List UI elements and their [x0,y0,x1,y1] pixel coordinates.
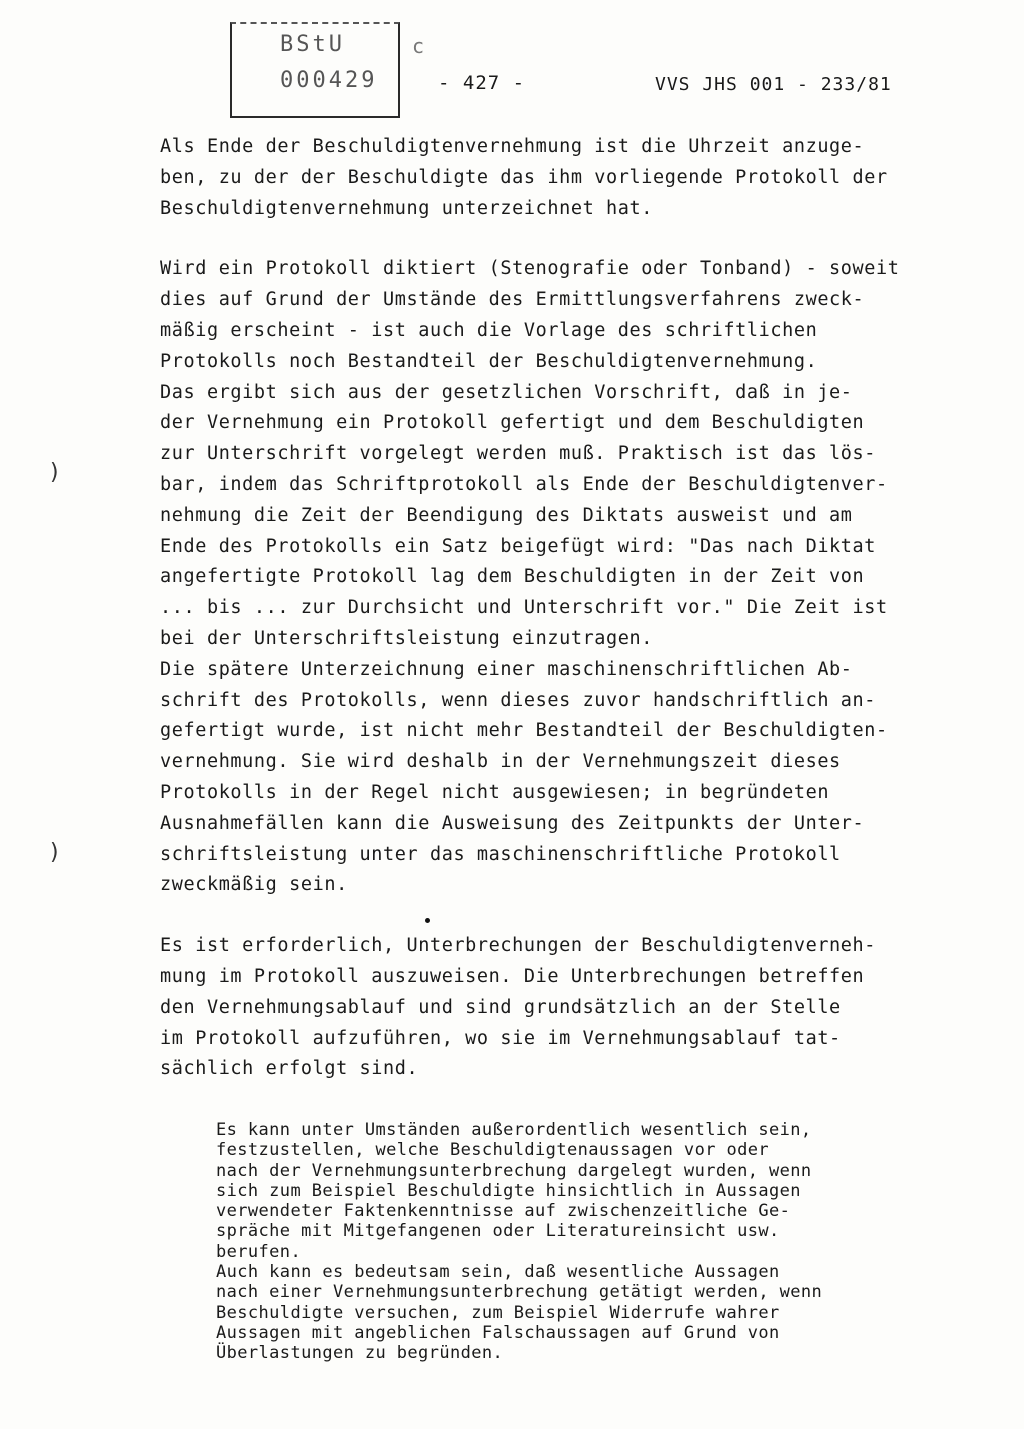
text-line: der Vernehmung ein Protokoll gefertigt und dem Beschuldigten [160,412,865,434]
text-line: Beschuldigte versuchen, zum Beispiel Widerrufe wahrer [216,1302,780,1323]
text-line: bar, indem das Schriftprotokoll als Ende der Beschuldigtenver- [160,473,888,495]
text-line: Ende des Protokolls ein Satz beigefügt wird: "Das nach Diktat [160,535,877,557]
text-line: zweckmäßig sein. [160,874,348,896]
text-line: gefertigt wurde, ist nicht mehr Bestandteil der Beschuldigten- [160,720,888,742]
text-line: den Vernehmungsablauf und sind grundsätzlich an der Stelle [160,996,841,1018]
text-line: schrift des Protokolls, wenn dieses zuvor handschriftlich an- [160,689,877,711]
stamp-number: 000429 [280,68,378,93]
page-number: - 427 - [438,72,526,94]
text-line: nach einer Vernehmungsunterbrechung getätigt werden, wenn [216,1282,823,1303]
text-line: bei der Unterschriftsleistung einzutragen. [160,627,653,649]
text-line: nach der Vernehmungsunterbrechung dargelegt wurden, wenn [216,1160,812,1181]
text-line: schriftsleistung unter das maschinenschriftliche Protokoll [160,843,841,865]
text-line: mäßig erscheint - ist auch die Vorlage des schriftlichen [160,319,818,341]
margin-punch-mark: ) [48,840,62,865]
text-line: ben, zu der der Beschuldigte das ihm vorliegende Protokoll der [160,166,888,188]
paragraph-1 [160,132,980,224]
margin-punch-mark: ) [48,460,62,485]
text-line: sächlich erfolgt sind. [160,1058,419,1080]
text-line: Es kann unter Umständen außerordentlich wesentlich sein, [216,1120,812,1140]
text-line: nehmung die Zeit der Beendigung des Diktats ausweist und am [160,504,853,526]
text-line: Protokolls in der Regel nicht ausgewiesen; in begründeten [160,781,830,803]
text-line: festzustellen, welche Beschuldigtenaussagen vor oder [216,1140,770,1161]
text-line: Es ist erforderlich, Unterbrechungen der Beschuldigtenverneh- [160,935,877,957]
text-line: ... bis ... zur Durchsicht und Unterschrift vor." Die Zeit ist [160,597,888,619]
indented-block [216,1120,956,1364]
text-line: sich zum Beispiel Beschuldigte hinsichtlich in Aussagen [216,1180,801,1201]
text-line: zur Unterschrift vorgelegt werden muß. Praktisch ist das lös- [160,443,877,465]
text-line: Beschuldigtenvernehmung unterzeichnet hat. [160,197,653,219]
archive-stamp [230,22,400,118]
text-line: Auch kann es bedeutsam sein, daß wesentliche Aussagen [216,1262,780,1283]
text-line: dies auf Grund der Umstände des Ermittlungsverfahrens zweck- [160,289,865,311]
text-line: spräche mit Mitgefangenen oder Literatureinsicht usw. [216,1221,780,1242]
text-line: Überlastungen zu begründen. [216,1343,504,1364]
text-line: Ausnahmefällen kann die Ausweisung des Zeitpunkts der Unter- [160,812,865,834]
text-line: verwendeter Faktenkenntnisse auf zwischenzeitliche Ge- [216,1201,791,1222]
text-line: Als Ende der Beschuldigtenvernehmung ist die Uhrzeit anzuge- [160,136,865,157]
text-line: vernehmung. Sie wird deshalb in der Vernehmungszeit dieses [160,751,841,773]
body-text [160,132,980,1085]
text-line: Die spätere Unterzeichnung einer maschinenschriftlichen Ab- [160,658,853,680]
text-line: im Protokoll aufzuführen, wo sie im Vernehmungsablauf tat- [160,1027,841,1049]
stamp-mark: c [412,34,425,58]
paragraph-2 [160,254,980,901]
text-line: Protokolls noch Bestandteil der Beschuldigtenvernehmung. [160,350,818,372]
document-reference: VVS JHS 001 - 233/81 [655,74,892,95]
text-line: Aussagen mit angeblichen Falschaussagen auf Grund von [216,1322,780,1343]
stamp-agency: BStU [280,32,345,57]
text-line: Wird ein Protokoll diktiert (Stenografie oder Tonband) - soweit [160,258,900,280]
paragraph-3 [160,931,980,1085]
text-line: mung im Protokoll auszuweisen. Die Unterbrechungen betreffen [160,965,865,987]
text-line: berufen. [216,1241,302,1262]
text-line: Das ergibt sich aus der gesetzlichen Vorschrift, daß in je- [160,381,853,403]
ink-dot [425,918,430,923]
text-line: angefertigte Protokoll lag dem Beschuldigten in der Zeit von [160,566,865,588]
